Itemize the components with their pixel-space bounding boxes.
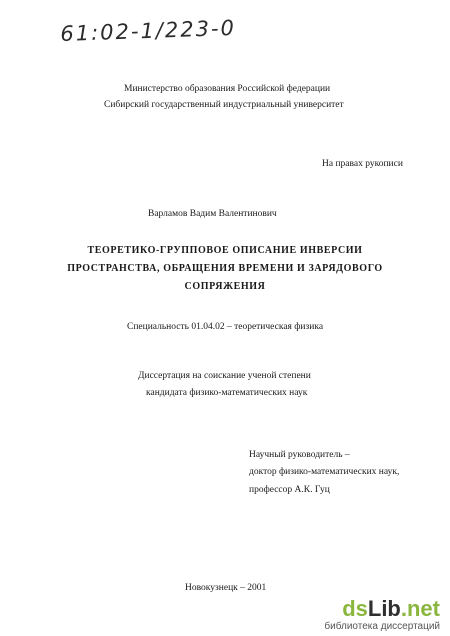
logo-lib: Lib xyxy=(367,596,401,621)
university-line: Сибирский государственный индустриальный университет xyxy=(104,100,344,110)
ministry-line: Министерство образования Российской федерации xyxy=(124,84,331,94)
degree-line-2: кандидата физико-математических наук xyxy=(146,388,308,398)
author-name: Варламов Вадим Валентинович xyxy=(148,209,277,219)
logo-net: .net xyxy=(400,596,440,621)
archive-handwritten-mark: 61:02-1/223-0 xyxy=(60,15,237,46)
logo-ds: ds xyxy=(342,596,368,621)
supervisor-line-1: Научный руководитель – xyxy=(249,450,350,460)
dslib-logo xyxy=(324,598,440,620)
supervisor-line-2: доктор физико-математических наук, xyxy=(249,467,400,477)
rights-label: На правах рукописи xyxy=(322,159,403,169)
degree-line-1: Диссертация на соискание ученой степени xyxy=(138,371,311,381)
thesis-title-line-3: СОПРЯЖЕНИЯ xyxy=(184,281,266,292)
logo-subtitle: библиотека диссертаций xyxy=(324,621,440,632)
thesis-title-line-2: ПРОСТРАНСТВА, ОБРАЩЕНИЯ ВРЕМЕНИ И ЗАРЯДОВОГО xyxy=(67,263,383,274)
speciality-line: Специальность 01.04.02 – теоретическая физика xyxy=(127,322,324,332)
thesis-title-line-1: ТЕОРЕТИКО-ГРУППОВОЕ ОПИСАНИЕ ИНВЕРСИИ xyxy=(87,245,363,256)
supervisor-line-3: профессор А.К. Гуц xyxy=(249,485,330,495)
place-and-year: Новокузнецк – 2001 xyxy=(185,583,267,593)
dslib-watermark xyxy=(324,598,440,632)
